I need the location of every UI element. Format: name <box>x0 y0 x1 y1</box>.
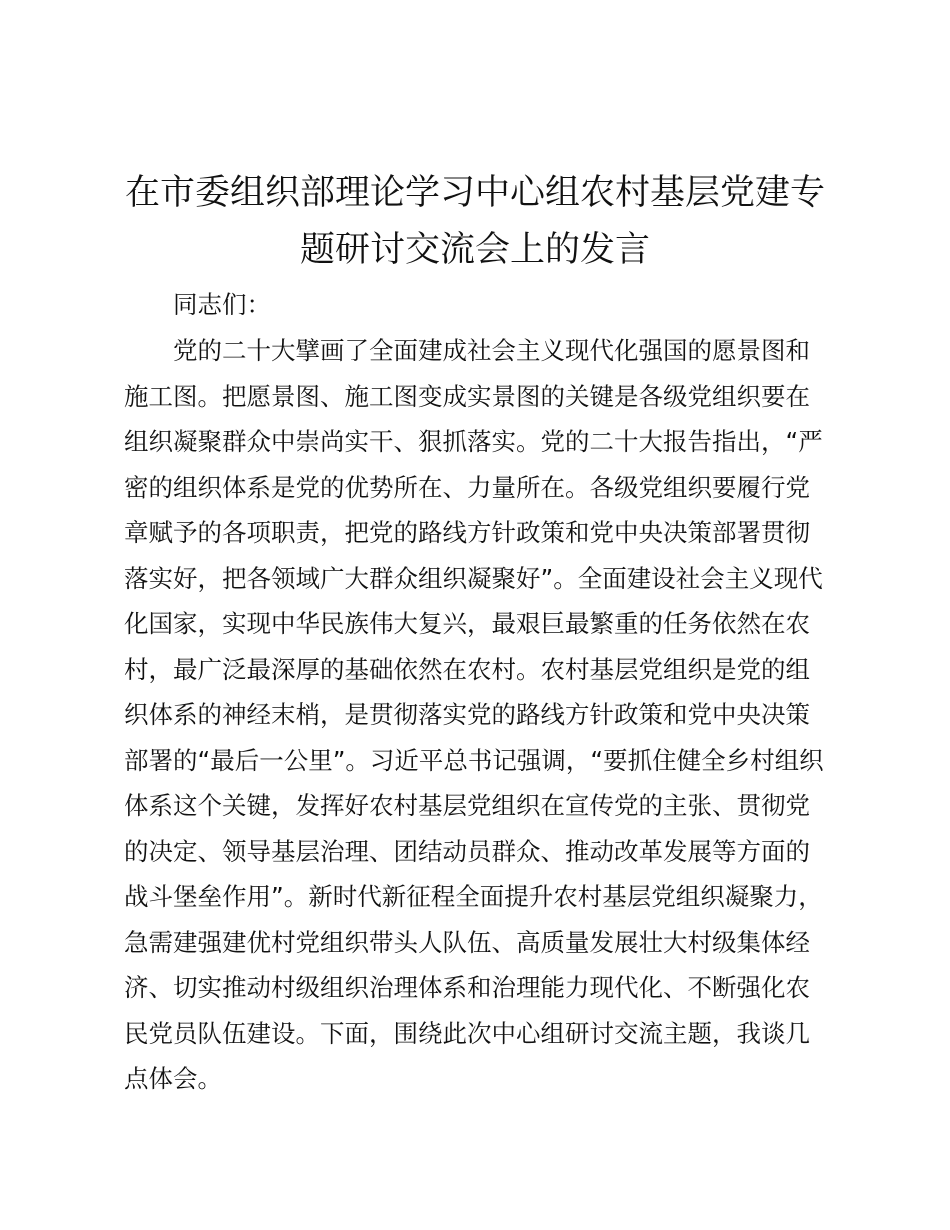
paragraph-line: 党的二十大擘画了全面建成社会主义现代化强国的愿景图和 <box>173 336 810 365</box>
paragraph-line: 密的组织体系是党的优势所在、力量所在。各级党组织要履行党 <box>124 472 810 502</box>
paragraph-line: 点体会。 <box>124 1064 222 1093</box>
title-line-2: 题研讨交流会上的发言 <box>299 230 650 270</box>
paragraph-line: 战斗堡垒作用”。新时代新征程全面提升农村基层党组织凝聚力， <box>124 882 823 911</box>
document-title <box>120 165 830 279</box>
paragraph-line: 部署的“最后一公里”。习近平总书记强调，“要抓住健全乡村组织 <box>124 745 824 775</box>
paragraph-line: 的决定、领导基层治理、团结动员群众、推动改革发展等方面的 <box>124 836 810 866</box>
paragraph-line: 化国家，实现中华民族伟大复兴，最艰巨最繁重的任务依然在农 <box>124 609 810 638</box>
paragraph-line: 组织凝聚群众中崇尚实干、狠抓落实。党的二十大报告指出，“严 <box>124 427 823 456</box>
paragraph-line: 落实好，把各领域广大群众组织凝聚好”。全面建设社会主义现代 <box>124 563 823 593</box>
paragraph-line: 施工图。把愿景图、施工图变成实景图的关键是各级党组织要在 <box>124 381 810 411</box>
paragraph-line: 村，最广泛最深厚的基础依然在农村。农村基层党组织是党的组 <box>124 654 810 684</box>
paragraph-line: 体系这个关键，发挥好农村基层党组织在宣传党的主张、贯彻党 <box>124 791 810 820</box>
paragraph-line: 民党员队伍建设。下面，围绕此次中心组研讨交流主题，我谈几 <box>124 1018 810 1048</box>
paragraph-line: 织体系的神经末梢，是贯彻落实党的路线方针政策和党中央决策 <box>124 700 810 729</box>
salutation: 同志们： <box>173 290 271 319</box>
body-paragraph <box>124 328 844 1102</box>
paragraph-line: 急需建强建优村党组织带头人队伍、高质量发展壮大村级集体经 <box>124 927 810 957</box>
title-line-1: 在市委组织部理论学习中心组农村基层党建专 <box>124 173 825 213</box>
paragraph-line: 章赋予的各项职责，把党的路线方针政策和党中央决策部署贯彻 <box>124 518 810 547</box>
paragraph-line: 济、切实推动村级组织治理体系和治理能力现代化、不断强化农 <box>124 973 810 1002</box>
